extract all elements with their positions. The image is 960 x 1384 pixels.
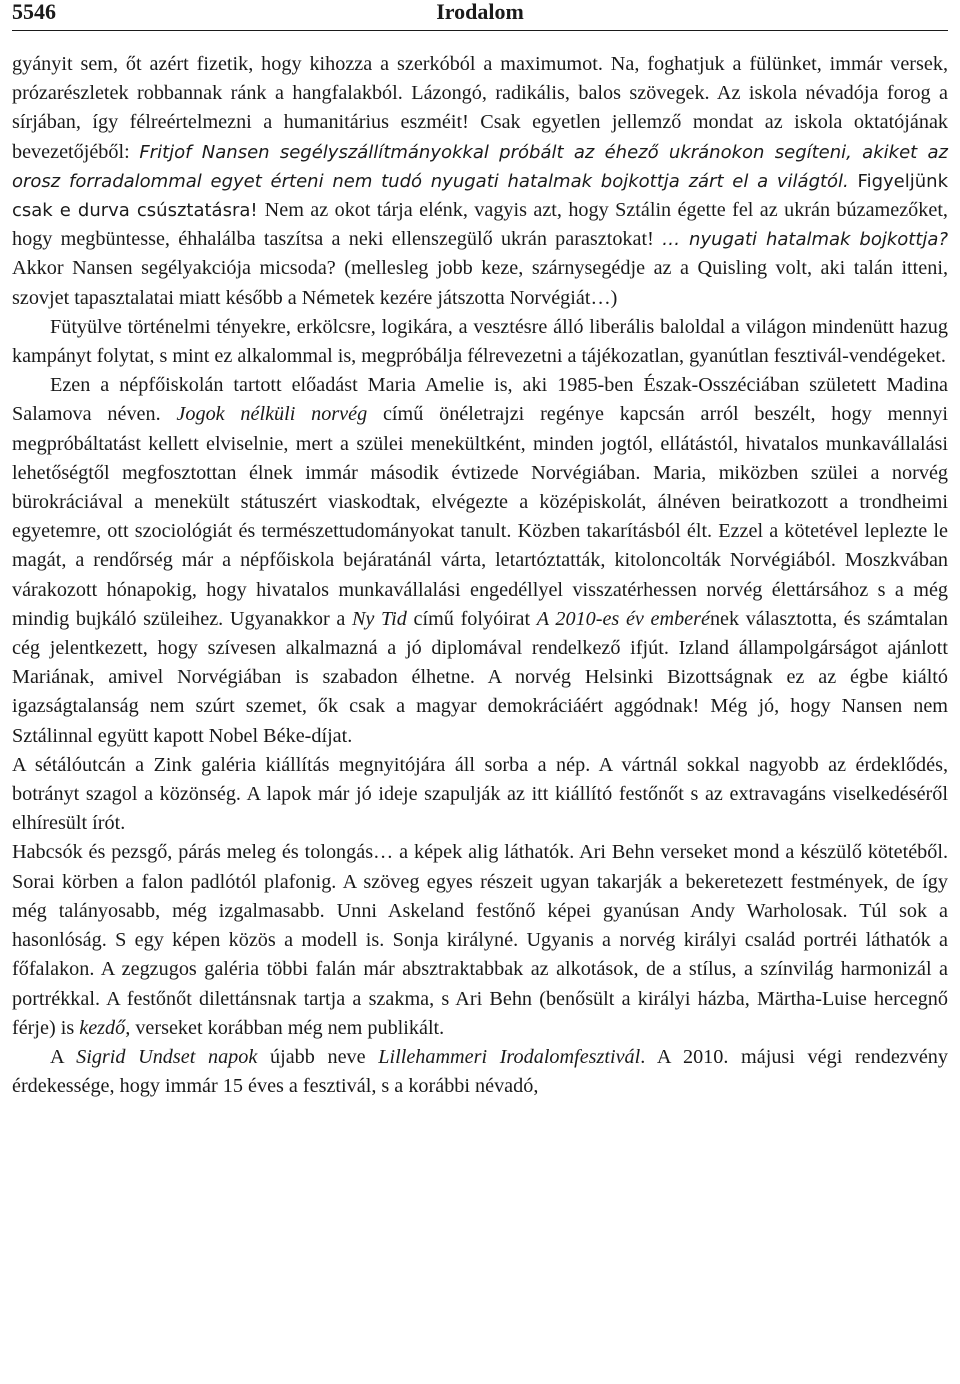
text-run: című folyóirat [406, 607, 537, 630]
text-run: Habcsók és pezsgő, párás meleg és tolongás… a képek alig láthatók. Ari Behn verseket mond a készülő kötetéből. Sorai körben a falon padlótól plafonig. A szöveg egyes részeit ugyan takarják a bekeretezett festmények, de így még talányosabb, még izgalmasabb. Unni Askeland festőnő képei gyanúsan Andy Warholosak. Túl sok a hasonlóság. S egy képen közös a modell is. Sonja királyné. Ugyanis a norvég királyi család portréi láthatók a főfalakon. A zegzugos galéria többi falán már absztraktabbak az alkotások, de a stílus, a színvilág harmonizál a portrékkal. A festőnőt dilettánsnak tartja a szakma, s Ari Behn (benősült a királyi házba, Märtha-Luise hercegnő férje) is [12, 841, 948, 1039]
paragraph-1 [12, 50, 948, 313]
text-run: újabb neve [257, 1045, 379, 1068]
paragraph-2: Fütyülve történelmi tényekre, erkölcsre, logikára, a vesztésre álló liberális baloldal a világon mindenütt hazug kampányt folytat, s mint ez alkalommal is, megpróbálja félrevezetni a tájékozatlan, gyanútlan fesztivál-vendégeket. [12, 315, 948, 368]
italic-quote: Fritjof Nansen segélyszállítmányokkal próbált az éhező ukránokon segíteni, akiket az orosz forradalommal egyet érteni nem tudó nyugati hatalmak bojkottja zárt el a világtól. [12, 141, 948, 192]
paragraph-4: A sétálóutcán a Zink galéria kiállítás megnyitójára áll sorba a nép. A vártnál sokkal nagyobb az érdeklődés, botrányt szagol a közönség. A lapok már jó ideje szapulják az itt kiállító festőnőt s az extravagáns viselkedéséről elhíresült írót. [12, 753, 948, 835]
text-run: verseket korábban még nem publikált. [130, 1016, 445, 1039]
event-title: Sigrid Undset napok [76, 1045, 258, 1068]
page-number: 5546 [12, 0, 56, 24]
italic-quote: … nyugati hatalmak bojkottja? [662, 229, 948, 251]
paragraph-5 [12, 838, 948, 1042]
text-run: . A 2010. májusi végi rendezvény érdekessége, hogy immár 15 éves a fesztivál, s a korábbi névadó, [12, 1045, 948, 1098]
page-header [12, 0, 948, 32]
award-title: A 2010-es év emberé [536, 607, 710, 630]
paragraph-3 [12, 371, 948, 751]
header-rule [12, 30, 948, 31]
text-run: című önéletrajzi regénye kapcsán arról beszélt, hogy mennyi megpróbáltatást kellett elviselnie, mert a szülei menekültként, minden jogtól, ellátástól, hivatalos munkavállalási lehetőségtől megfosztottan élnek immár második évtizede Norvégiában. Maria, miközben szülei a norvég bürokráciával a menekült státuszért viaskodtak, elvégezte a középiskolát, álnéven beiratkozott a trondheimi egyetemre, ott szociológiát és természettudományokat tanult. Közben takarításból élt. Ezzel a kötetével leplezte le magát, a rendőrség már a népfőiskola bejáratánál várta, letartóztatták, kitoloncolták Norvégiából. Moszkvában várakozott hónapokig, hogy hivatalos munkavállalási engedéllyel visszatérhessen norvég élettársához s a még mindig bujkáló szüleihez. Ugyanakkor a [12, 403, 949, 630]
book-title: Jogok nélküli norvég [176, 403, 368, 426]
text-run: A [50, 1045, 77, 1068]
magazine-title: Ny Tid [351, 607, 407, 630]
text-run: Nem az okot tárja elénk, vagyis azt, hogy Sztálin égette fel az ukrán búzamezőket, hogy megbüntesse, éhhalálba taszítsa a neki ellenszegülő ukrán parasztokat! [12, 199, 948, 251]
text-run: Ezen a népfőiskolán tartott előadást Maria Amelie is, aki 1985-ben Észak-Osszéciában született Madina Salamova néven. [12, 374, 948, 426]
text-run: Akkor Nansen segélyakciója micsoda? (mellesleg jobb keze, szárnysegédje az a Quisling volt, aki talán itteni, szovjet tapasztalatai miatt később a Németek kezére játszotta Norvégiát…) [12, 257, 948, 309]
article-body [12, 50, 948, 1101]
event-title: Lillehammeri Irodalomfesztivál [378, 1045, 641, 1068]
paragraph-6 [12, 1043, 948, 1101]
italic-word: kezdő, [79, 1016, 131, 1039]
text-run: nek választotta, és számtalan cég jelentkezett, hogy szívesen alkalmazná a jó diplomával rendelkező ifjút. Izland állampolgárságot ajánlott Mariának, amivel Norvégiában is szabadon élhetne. A norvég Helsinki Bizottságnak ez az égbe kiáltó igazságtalanság nem szúrt szemet, ők csak a magyar demokráciáért aggódnak! Még jó, hogy Nansen nem Sztálinnal együtt kapott Nobel Béke-díjat. [12, 607, 948, 747]
running-title: Irodalom [436, 0, 524, 24]
text-run: Figyeljünk csak e durva csúsztatásra! [12, 170, 948, 222]
text-run: gyányit sem, őt azért fizetik, hogy kihozza a szerkóból a maximumot. Na, foghatjuk a fülünket, immár versek, prózarészletek robbannak ránk a hangfalakból. Lázongó, radikális, balos szövegek. Az iskola névadója forog a sírjában, így félreértelmezni a humanitárius eszméit! Csak egyetlen jellemző mondat az iskola oktatójának bevezetőjéből: [12, 53, 948, 163]
